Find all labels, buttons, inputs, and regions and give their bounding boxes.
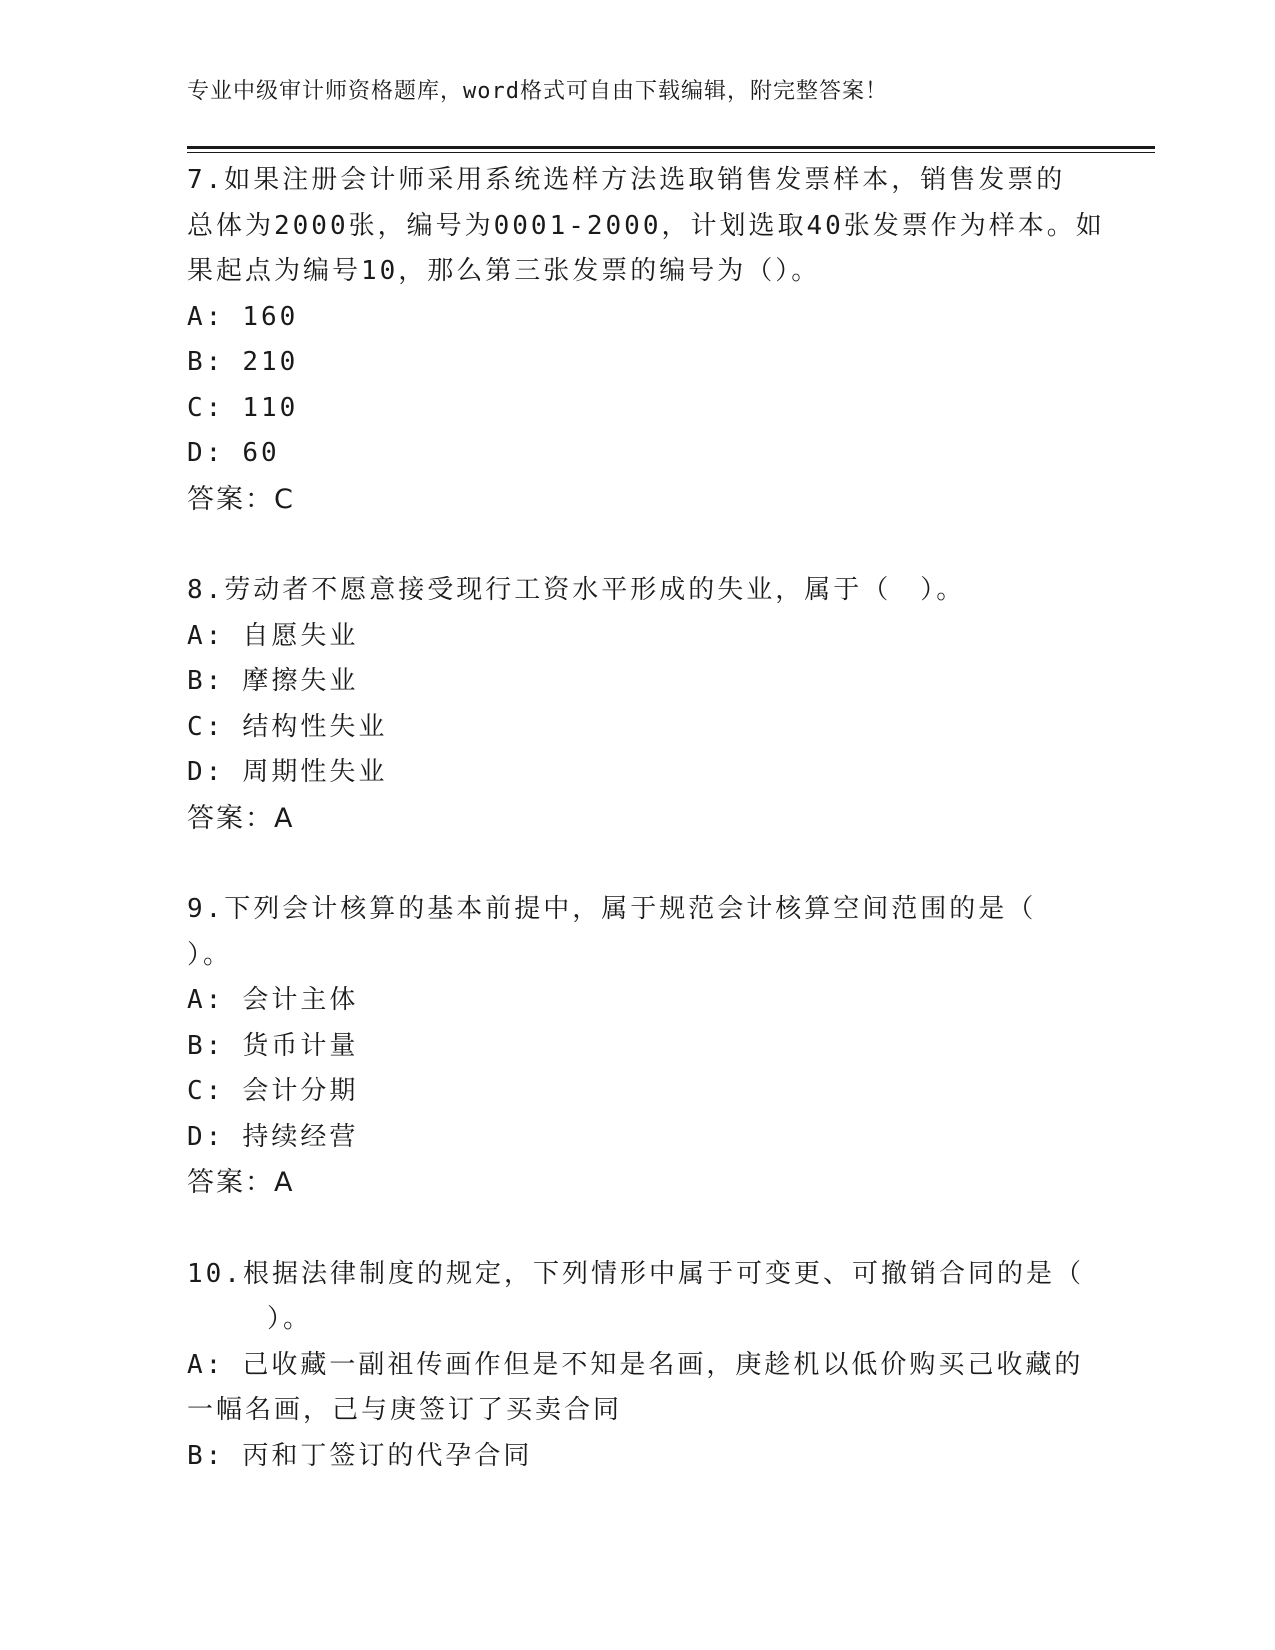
question-7 <box>187 158 1105 522</box>
option-label: A: <box>187 1349 225 1380</box>
option-a <box>187 978 1087 1024</box>
option-text: 货币计量 <box>242 1030 359 1061</box>
question-stem-line: 果起点为编号10，那么第三张发票的编号为（）。 <box>187 256 821 286</box>
question-stem-line: 10.根据法律制度的规定，下列情形中属于可变更、可撤销合同的是（ <box>187 1258 1084 1289</box>
option-a <box>187 614 1087 660</box>
option-c <box>187 705 1087 751</box>
option-text: 持续经营 <box>242 1121 359 1152</box>
option-label: C: <box>187 711 225 742</box>
page-header: 专业中级审计师资格题库，word格式可自由下载编辑，附完整答案！ <box>187 79 888 104</box>
question-list <box>187 158 1105 1479</box>
option-label: B: <box>187 1440 225 1471</box>
question-stem-line: ）。 <box>267 1304 313 1334</box>
option-a-continued <box>187 1388 1087 1434</box>
option-b <box>187 340 1087 386</box>
option-text: 110 <box>242 392 299 423</box>
question-stem-line: 9.下列会计核算的基本前提中，属于规范会计核算空间范围的是（ <box>187 894 1037 924</box>
option-label: D: <box>187 438 225 468</box>
option-b <box>187 1434 1087 1480</box>
option-a <box>187 1343 1087 1389</box>
option-text: 周期性失业 <box>242 757 388 787</box>
option-label: D: <box>187 757 225 787</box>
option-text: 一幅名画，己与庚签订了买卖合同 <box>187 1395 623 1425</box>
header-rule-thin <box>187 152 1155 153</box>
header-rule-thick <box>187 146 1155 149</box>
option-text: 摩擦失业 <box>242 666 359 696</box>
option-text: 会计主体 <box>242 985 359 1015</box>
option-d <box>187 1115 1087 1161</box>
question-stem-line: 8.劳动者不愿意接受现行工资水平形成的失业，属于（ ）。 <box>187 575 966 605</box>
option-text: 己收藏一副祖传画作但是不知是名画，庚趁机以低价购买己收藏的 <box>242 1349 1084 1380</box>
question-stem-line: 7.如果注册会计师采用系统选样方法选取销售发票样本，销售发票的 <box>187 165 1066 195</box>
option-text: 60 <box>242 438 280 468</box>
option-text: 丙和丁签订的代孕合同 <box>242 1440 533 1471</box>
option-text: 自愿失业 <box>242 620 359 651</box>
option-label: B: <box>187 347 225 377</box>
option-label: A: <box>187 985 225 1015</box>
option-label: D: <box>187 1121 225 1152</box>
option-label: C: <box>187 1076 225 1106</box>
answer-line: 答案：A <box>187 1167 295 1198</box>
option-label: C: <box>187 392 225 423</box>
question-stem-line: ）。 <box>187 939 233 970</box>
option-d <box>187 431 1087 477</box>
question-10 <box>187 1252 1087 1480</box>
option-text: 160 <box>242 301 299 332</box>
option-text: 210 <box>242 347 299 377</box>
option-b <box>187 659 1087 705</box>
question-8 <box>187 568 1087 841</box>
option-label: A: <box>187 620 225 651</box>
option-label: B: <box>187 1030 225 1061</box>
option-a <box>187 295 1087 341</box>
option-c <box>187 386 1087 432</box>
answer-line: 答案：A <box>187 802 295 834</box>
question-9 <box>187 887 1087 1206</box>
option-c <box>187 1069 1087 1115</box>
option-text: 会计分期 <box>242 1076 359 1106</box>
option-label: B: <box>187 666 225 696</box>
option-text: 结构性失业 <box>242 711 388 742</box>
option-d <box>187 750 1087 796</box>
answer-line: 答案：C <box>187 483 295 515</box>
option-b <box>187 1024 1087 1070</box>
option-label: A: <box>187 301 225 332</box>
question-stem-line: 总体为2000张，编号为0001-2000，计划选取40张发票作为样本。如 <box>187 210 1105 241</box>
